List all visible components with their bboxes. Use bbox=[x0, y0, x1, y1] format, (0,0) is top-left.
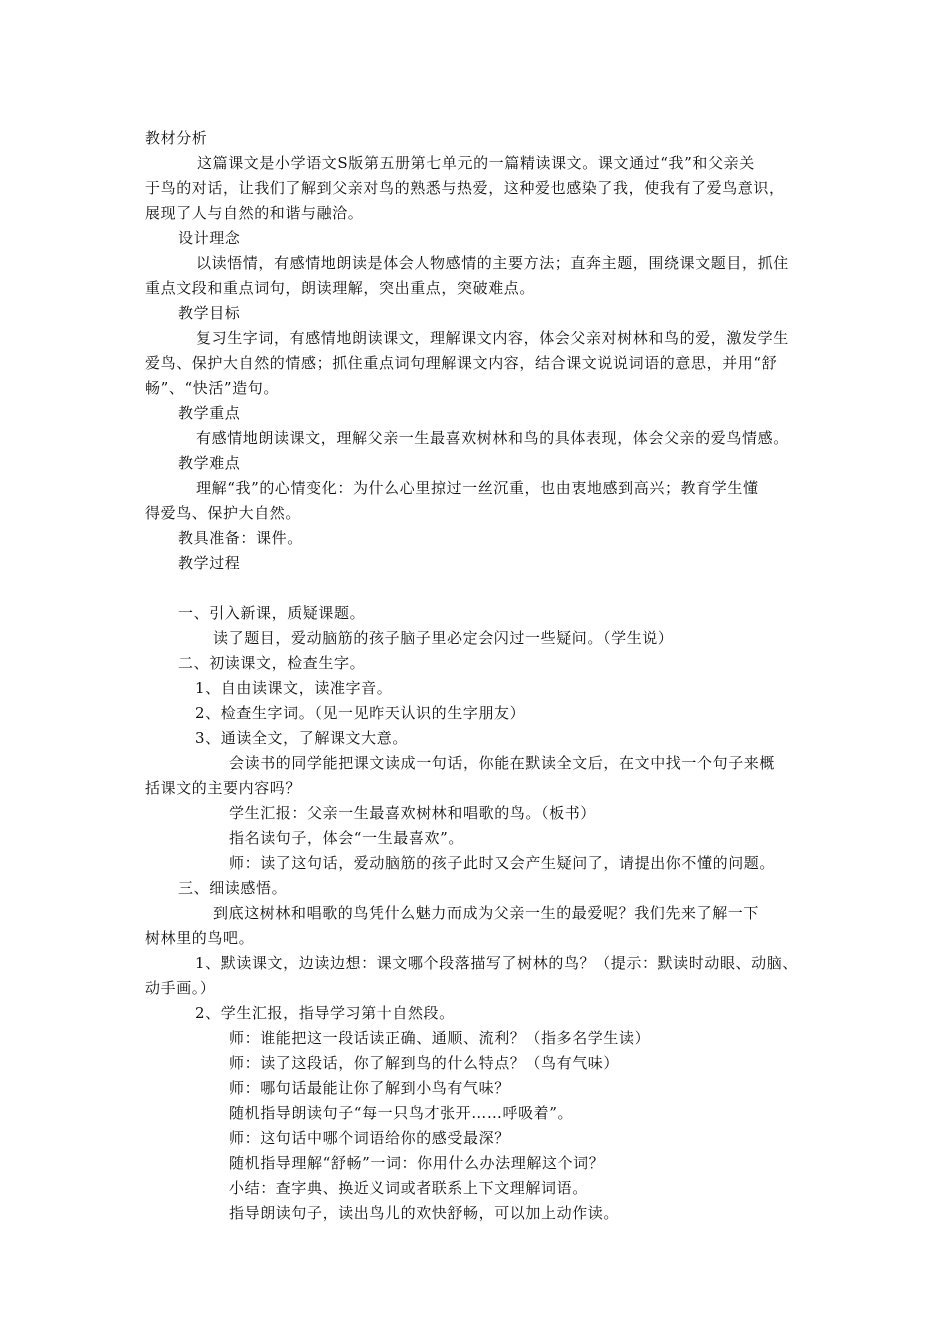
paragraph-line: 师：谁能把这一段话读正确、通顺、流利？（指多名学生读） bbox=[229, 1029, 651, 1047]
section-heading-teaching-goals: 教学目标 bbox=[178, 304, 241, 322]
list-item: 2、检查生字词。（见一见昨天认识的生字朋友） bbox=[195, 704, 526, 722]
paragraph-line: 学生汇报：父亲一生最喜欢树林和唱歌的鸟。（板书） bbox=[229, 804, 596, 822]
paragraph-line: 这篇课文是小学语文S版第五册第七单元的一篇精读课文。课文通过“我”和父亲关 bbox=[197, 154, 755, 172]
paragraph-line: 师：这句话中哪个词语给你的感受最深？ bbox=[229, 1129, 510, 1147]
list-item: 1、自由读课文，读准字音。 bbox=[195, 679, 393, 697]
paragraph-line: 读了题目，爱动脑筋的孩子脑子里必定会闪过一些疑问。（学生说） bbox=[213, 629, 674, 647]
paragraph-line-teaching-aids: 教具准备：课件。 bbox=[178, 529, 303, 547]
paragraph-line: 随机指导理解“舒畅”一词：你用什么办法理解这个词？ bbox=[229, 1154, 605, 1172]
paragraph-line: 以读悟情，有感情地朗读是体会人物感情的主要方法；直奔主题，围绕课文题目，抓住 bbox=[196, 254, 789, 272]
section-heading-difficulties: 教学难点 bbox=[178, 454, 241, 472]
paragraph-line: 理解“我”的心情变化：为什么心里掠过一丝沉重，也由衷地感到高兴；教育学生懂 bbox=[196, 479, 759, 497]
section-heading-design-concept: 设计理念 bbox=[178, 229, 241, 247]
paragraph-line: 小结：查字典、换近义词或者联系上下文理解词语。 bbox=[229, 1179, 588, 1197]
section-heading-teaching-process: 教学过程 bbox=[178, 554, 241, 572]
paragraph-line: 于鸟的对话，让我们了解到父亲对鸟的熟悉与热爱，这种爱也感染了我，使我有了爱鸟意识， bbox=[145, 179, 785, 197]
paragraph-line: 重点文段和重点词句，朗读理解，突出重点，突破难点。 bbox=[145, 279, 536, 297]
paragraph-line: 会读书的同学能把课文读成一句话，你能在默读全文后，在文中找一个句子来概 bbox=[229, 754, 776, 772]
paragraph-line: 师：哪句话最能让你了解到小鸟有气味？ bbox=[229, 1079, 510, 1097]
list-item: 3、通读全文，了解课文大意。 bbox=[195, 729, 408, 747]
paragraph-line: 到底这树林和唱歌的鸟凭什么魅力而成为父亲一生的最爱呢？我们先来了解一下 bbox=[213, 904, 760, 922]
paragraph-line: 括课文的主要内容吗？ bbox=[145, 779, 302, 797]
paragraph-line: 复习生字词，有感情地朗读课文，理解课文内容，体会父亲对树林和鸟的爱，激发学生 bbox=[196, 329, 789, 347]
paragraph-line: 树林里的鸟吧。 bbox=[145, 929, 255, 947]
section-heading-material-analysis: 教材分析 bbox=[145, 129, 208, 147]
paragraph-line: 展现了人与自然的和谐与融洽。 bbox=[145, 204, 364, 222]
paragraph-line: 得爱鸟、保护大自然。 bbox=[145, 504, 302, 522]
section-heading-key-points: 教学重点 bbox=[178, 404, 241, 422]
paragraph-line: 指名读句子，体会“一生最喜欢”。 bbox=[229, 829, 464, 847]
paragraph-line: 爱鸟、保护大自然的情感；抓住重点词句理解课文内容，结合课文说说词语的意思，并用“舒 bbox=[145, 354, 778, 372]
list-item: 2、学生汇报，指导学习第十自然段。 bbox=[195, 1004, 455, 1022]
step-heading-3: 三、细读感悟。 bbox=[178, 879, 288, 897]
list-item: 1、默读课文，边读边想：课文哪个段落描写了树林的鸟？（提示：默读时动眼、动脑、 bbox=[195, 954, 798, 972]
step-heading-1: 一、引入新课，质疑课题。 bbox=[178, 604, 366, 622]
paragraph-line: 师：读了这段话，你了解到鸟的什么特点？（鸟有气味） bbox=[229, 1054, 620, 1072]
paragraph-line: 指导朗读句子，读出鸟儿的欢快舒畅，可以加上动作读。 bbox=[229, 1204, 620, 1222]
paragraph-line: 师：读了这句话，爱动脑筋的孩子此时又会产生疑问了，请提出你不懂的问题。 bbox=[229, 854, 776, 872]
step-heading-2: 二、初读课文，检查生字。 bbox=[178, 654, 366, 672]
paragraph-line: 有感情地朗读课文，理解父亲一生最喜欢树林和鸟的具体表现，体会父亲的爱鸟情感。 bbox=[196, 429, 789, 447]
paragraph-line: 随机指导朗读句子“每一只鸟才张开……呼吸着”。 bbox=[229, 1104, 574, 1122]
paragraph-line: 动手画。） bbox=[145, 979, 216, 997]
paragraph-line: 畅”、“快活”造句。 bbox=[145, 379, 280, 397]
